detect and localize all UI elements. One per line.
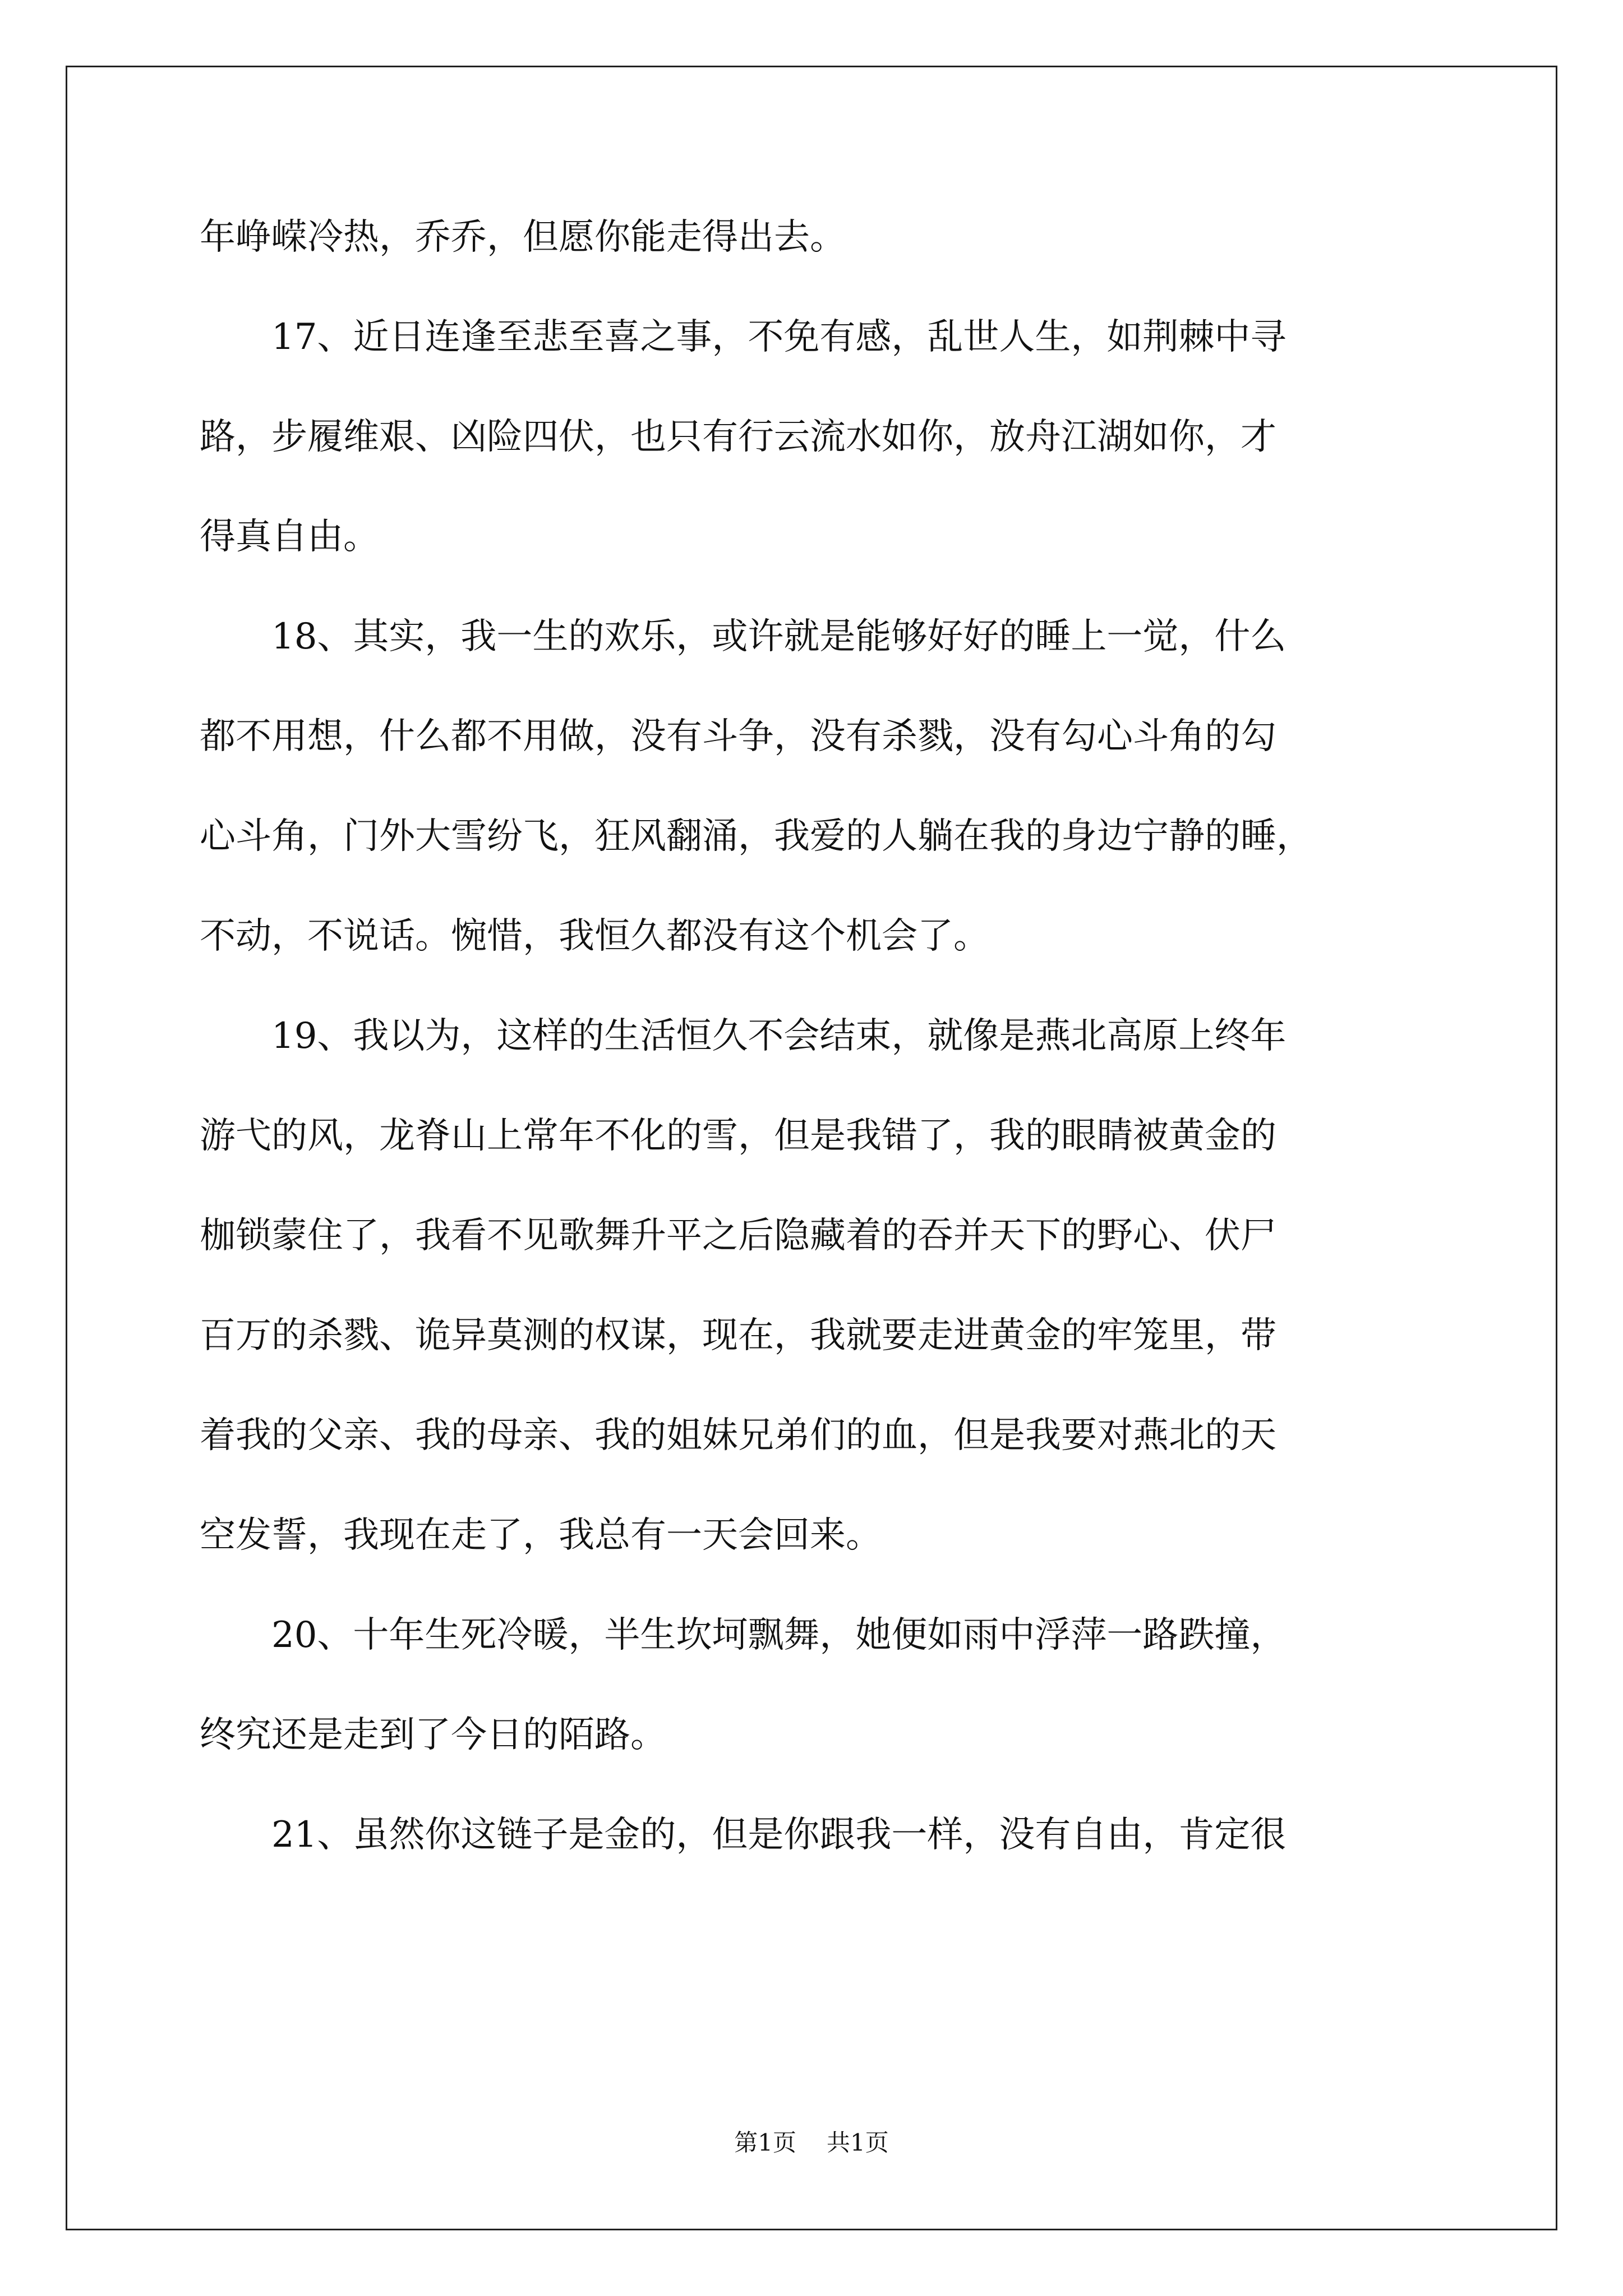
text-line: 游弋的风，龙脊山上常年不化的雪，但是我错了，我的眼睛被黄金的	[200, 1115, 1276, 1157]
text-line: 心斗角，门外大雪纷飞，狂风翻涌，我爱的人躺在我的身边宁静的睡，	[200, 816, 1312, 857]
page-footer	[0, 2129, 1623, 2157]
text-line: 17、近日连逢至悲至喜之事，不免有感，乱世人生，如荆棘中寻	[200, 316, 1287, 358]
text-line: 路，步履维艰、凶险四伏，也只有行云流水如你，放舟江湖如你，才	[200, 416, 1276, 458]
text-line: 年峥嵘冷热，乔乔，但愿你能走得出去。	[200, 217, 846, 258]
text-line: 百万的杀戮、诡异莫测的权谋，现在，我就要走进黄金的牢笼里，带	[200, 1315, 1276, 1356]
text-line: 都不用想，什么都不用做，没有斗争，没有杀戮，没有勾心斗角的勾	[200, 716, 1276, 757]
document-body	[200, 210, 1422, 1862]
text-line: 19、我以为，这样的生活恒久不会结束，就像是燕北高原上终年	[200, 1015, 1287, 1057]
text-line: 20、十年生死冷暖，半生坎坷飘舞，她便如雨中浮萍一路跌撞，	[200, 1614, 1287, 1656]
text-line: 空发誓，我现在走了，我总有一天会回来。	[200, 1515, 882, 1556]
text-line: 枷锁蒙住了，我看不见歌舞升平之后隐藏着的吞并天下的野心、伏尸	[200, 1215, 1276, 1257]
text-line: 21、虽然你这链子是金的，但是你跟我一样，没有自由，肯定很	[200, 1814, 1287, 1856]
page-number: 第1页	[734, 2129, 796, 2156]
text-line: 18、其实，我一生的欢乐，或许就是能够好好的睡上一觉，什么	[200, 616, 1287, 657]
page-total: 共1页	[827, 2129, 889, 2156]
text-line: 终究还是走到了今日的陌路。	[200, 1714, 666, 1756]
text-line: 不动，不说话。惋惜，我恒久都没有这个机会了。	[200, 915, 989, 957]
text-line: 着我的父亲、我的母亲、我的姐妹兄弟们的血，但是我要对燕北的天	[200, 1415, 1276, 1456]
text-line: 得真自由。	[200, 516, 379, 558]
